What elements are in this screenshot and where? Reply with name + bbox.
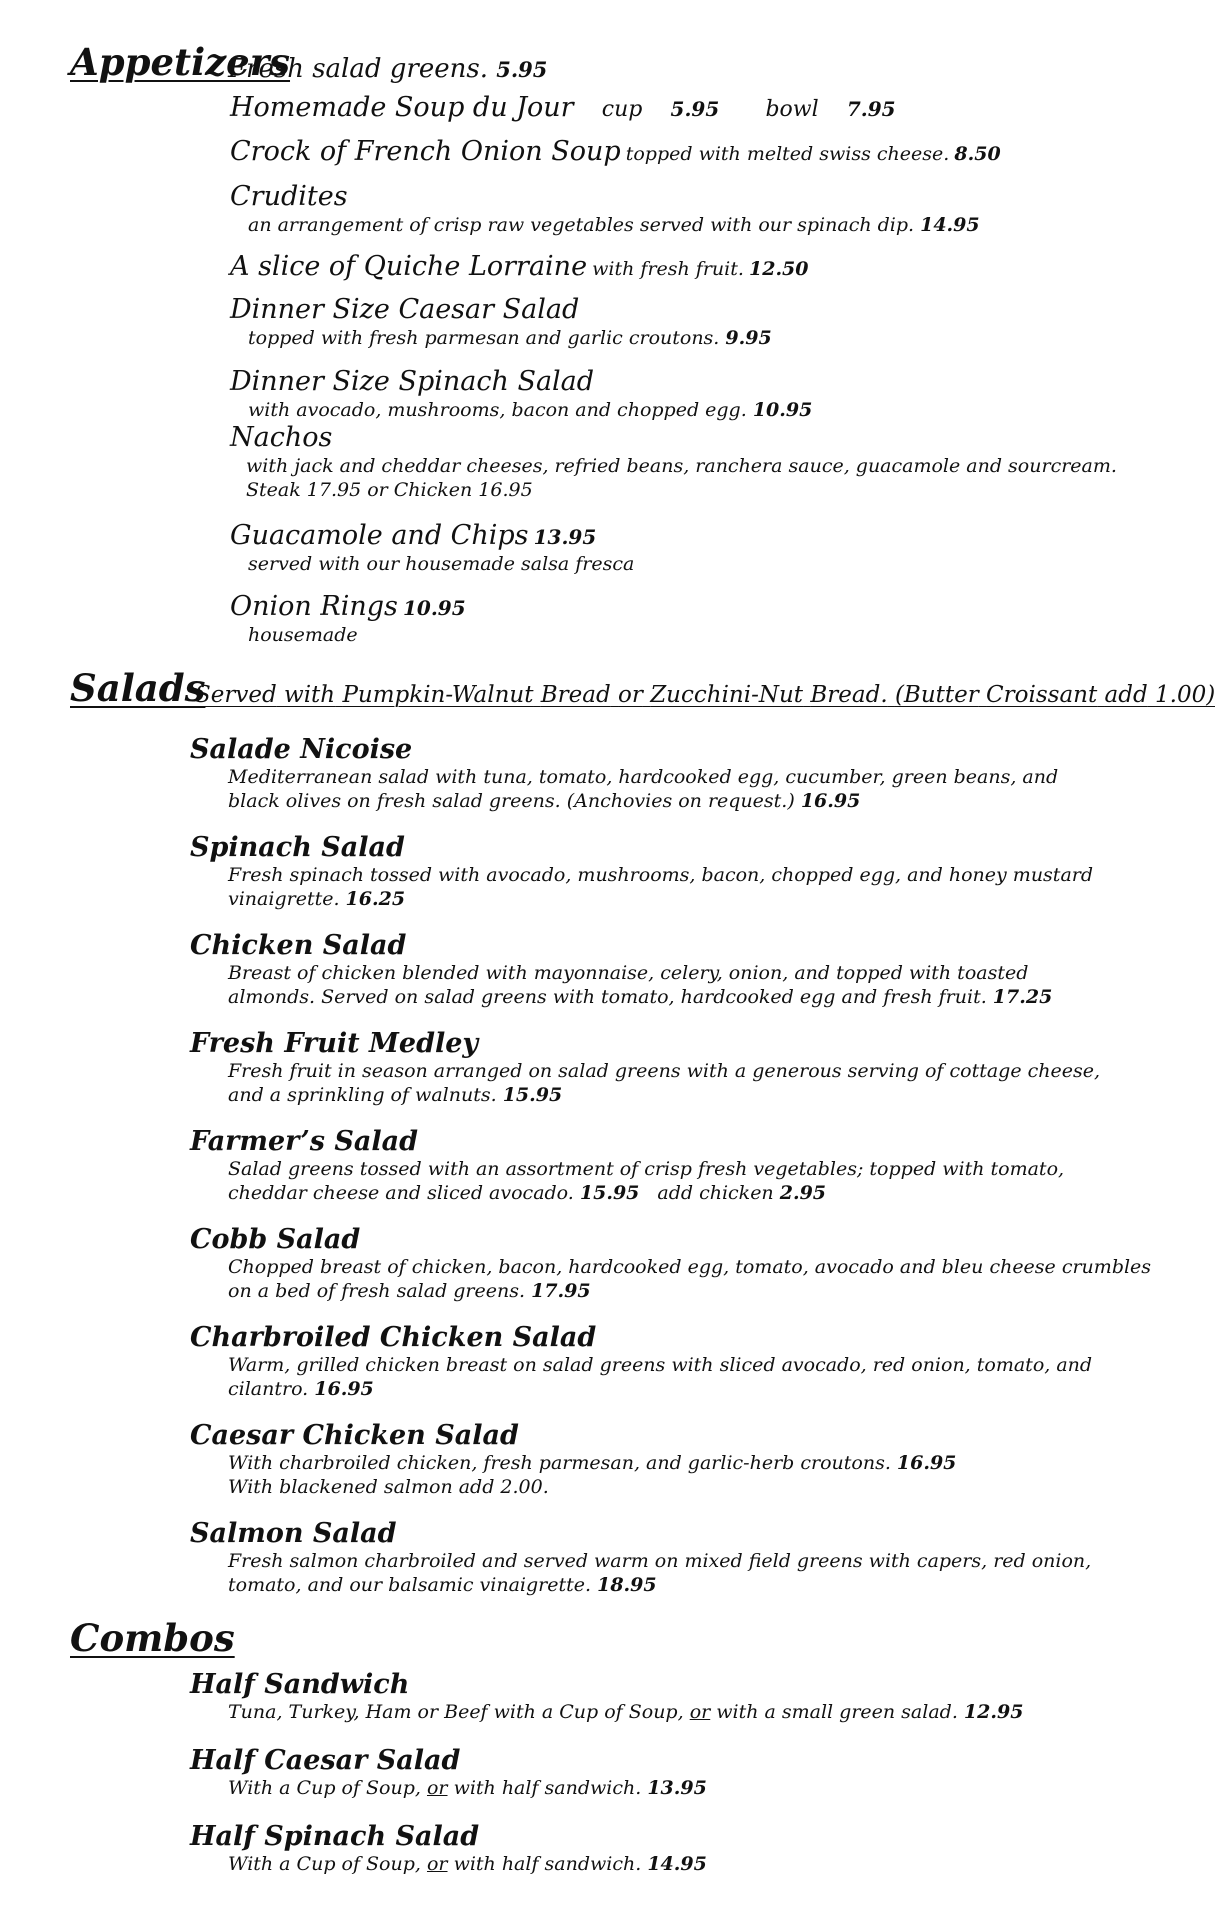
item-name: Caesar Chicken Salad: [190, 1420, 519, 1451]
item-price: 5.95: [496, 57, 548, 82]
appetizer-nachos: [230, 422, 1117, 501]
item-name: Dinner Size Caesar Salad: [230, 294, 580, 325]
salad-cobb: [190, 1225, 1151, 1303]
item-desc-line1: Breast of chicken blended with mayonnaise, celery, onion, and topped with toasted: [228, 962, 1029, 984]
combo-half-caesar: [190, 1746, 707, 1800]
item-name: Fresh Fruit Medley: [190, 1028, 479, 1059]
item-name: Half Caesar Salad: [190, 1745, 461, 1776]
salad-spinach: [190, 833, 1093, 911]
item-price: 15.95: [579, 1182, 640, 1204]
item-price: 8.50: [954, 143, 1001, 165]
appetizer-caesar: [230, 294, 772, 349]
item-desc: housemade: [248, 624, 358, 646]
item-desc-line2: black olives on fresh salad greens. (Anchovies on request.) 16.95: [228, 790, 861, 812]
item-desc: with avocado, mushrooms, bacon and chopped egg. 10.95: [248, 399, 813, 421]
salad-caesar-chicken: [190, 1421, 956, 1499]
item-desc-line2: on a bed of fresh salad greens. 17.95: [228, 1280, 591, 1302]
section-title-salads: Salads: [70, 666, 206, 710]
appetizer-soup: [230, 92, 896, 123]
appetizer-french-onion: [230, 136, 1001, 167]
item-price: 12.50: [749, 258, 809, 280]
item-name: Salade Nicoise: [190, 734, 413, 765]
item-price: 14.95: [920, 214, 980, 236]
salad-charbroiled-chicken: [190, 1323, 1092, 1401]
item-desc: with jack and cheddar cheeses, refried beans, ranchera sauce, guacamole and sourcream.: [246, 455, 1117, 477]
item-desc: an arrangement of crisp raw vegetables served with our spinach dip. 14.95: [248, 214, 980, 236]
item-price: 17.95: [531, 1280, 591, 1302]
item-desc-line1: Fresh spinach tossed with avocado, mushrooms, bacon, chopped egg, and honey mustard: [228, 864, 1094, 886]
item-price: 14.95: [647, 1853, 707, 1875]
item-price: 10.95: [752, 399, 813, 421]
salad-chicken: [190, 931, 1052, 1009]
item-desc-line1: Warm, grilled chicken breast on salad greens with sliced avocado, red onion, tomato, and: [228, 1354, 1093, 1376]
item-desc: Tuna, Turkey, Ham or Beef with a Cup of Soup, or with a small green salad. 12.95: [228, 1701, 1024, 1723]
item-price: 17.25: [992, 986, 1053, 1008]
item-desc: topped with melted swiss cheese.: [625, 143, 950, 165]
item-name: Farmer’s Salad: [190, 1126, 418, 1157]
item-name: Homemade Soup du Jour: [230, 92, 574, 123]
salad-salmon: [190, 1519, 1091, 1597]
item-name: Crudites: [230, 181, 348, 212]
item-price: 18.95: [597, 1574, 657, 1596]
salad-farmers: [190, 1127, 1064, 1205]
item-name: Crock of French Onion Soup: [230, 136, 621, 167]
salad-nicoise: [190, 735, 1058, 813]
item-name: Charbroiled Chicken Salad: [190, 1322, 597, 1353]
item-desc-line1: With charbroiled chicken, fresh parmesan, and garlic-herb croutons. 16.95: [228, 1452, 957, 1474]
item-name: Chicken Salad: [190, 930, 407, 961]
appetizer-guacamole: [230, 520, 634, 575]
item-desc-line1: Chopped breast of chicken, bacon, hardcooked egg, tomato, avocado and bleu cheese crumbles: [228, 1256, 1152, 1278]
appetizer-crudites: [230, 181, 980, 236]
appetizer-onion-rings: [230, 591, 466, 646]
item-price: 16.95: [800, 790, 861, 812]
item-desc-line1: Fresh fruit in season arranged on salad greens with a generous serving of cottage cheese,: [228, 1060, 1101, 1082]
item-price: 12.95: [963, 1701, 1024, 1723]
item-desc-line2: almonds. Served on salad greens with tomato, hardcooked egg and fresh fruit. 17.25: [228, 986, 1053, 1008]
item-desc-prices: Steak 17.95 or Chicken 16.95: [246, 479, 533, 501]
item-name: Nachos: [230, 422, 333, 453]
item-desc-line2: and a sprinkling of walnuts. 15.95: [228, 1084, 563, 1106]
item-name: Half Sandwich: [190, 1669, 410, 1700]
extra-label: add chicken: [657, 1182, 774, 1204]
item-price: 13.95: [647, 1777, 707, 1799]
bowl-label: bowl: [765, 97, 819, 122]
item-desc: With a Cup of Soup, or with half sandwich. 13.95: [228, 1777, 707, 1799]
item-desc-line1: Salad greens tossed with an assortment of crisp fresh vegetables; topped with tomato,: [228, 1158, 1065, 1180]
item-desc: with fresh fruit.: [592, 258, 744, 280]
extra-price: 2.95: [779, 1182, 827, 1204]
item-name: Onion Rings: [230, 591, 398, 622]
combo-half-sandwich: [190, 1670, 1023, 1724]
bowl-price: 7.95: [846, 97, 896, 121]
item-desc: topped with fresh parmesan and garlic croutons. 9.95: [248, 327, 772, 349]
item-price: 16.25: [345, 888, 406, 910]
item-desc: With a Cup of Soup, or with half sandwich. 14.95: [228, 1853, 707, 1875]
item-name: A slice of Quiche Lorraine: [230, 251, 588, 282]
item-desc-line2: tomato, and our balsamic vinaigrette. 18.95: [228, 1574, 657, 1596]
item-desc-line1: Fresh salmon charbroiled and served warm on mixed field greens with capers, red onion,: [228, 1550, 1092, 1572]
item-price: 13.95: [533, 525, 597, 549]
item-name: Dinner Size Spinach Salad: [230, 366, 595, 397]
item-desc: served with our housemade salsa fresca: [248, 553, 635, 575]
item-desc-line2: vinaigrette. 16.25: [228, 888, 406, 910]
cup-label: cup: [601, 97, 643, 122]
item-name: Salmon Salad: [190, 1518, 397, 1549]
section-title-appetizers: Appetizers: [70, 40, 291, 84]
salads-bread-note: Served with Pumpkin-Walnut Bread or Zucchini-Nut Bread. (Butter Croissant add 1.00): [195, 682, 1215, 708]
appetizer-quiche: [230, 251, 809, 282]
item-price: 9.95: [725, 327, 772, 349]
combo-half-spinach: [190, 1822, 707, 1876]
cup-price: 5.95: [670, 97, 720, 121]
appetizer-spinach: [230, 366, 812, 421]
item-price: 16.95: [314, 1378, 374, 1400]
item-name: Cobb Salad: [190, 1224, 361, 1255]
item-name: Fresh salad greens.: [228, 54, 488, 84]
section-title-combos: Combos: [70, 1616, 235, 1660]
item-desc-line2: cheddar cheese and sliced avocado. 15.95 add chicken 2.95: [228, 1182, 827, 1204]
item-name: Guacamole and Chips: [230, 520, 529, 551]
item-price: 16.95: [896, 1452, 957, 1474]
salad-fruit-medley: [190, 1029, 1100, 1107]
item-desc-line2: cilantro. 16.95: [228, 1378, 374, 1400]
appetizer-fresh-greens: [228, 54, 547, 84]
item-price: 10.95: [402, 596, 466, 620]
item-desc-line1: Mediterranean salad with tuna, tomato, hardcooked egg, cucumber, green beans, and: [228, 766, 1059, 788]
item-name: Spinach Salad: [190, 832, 405, 863]
item-price: 15.95: [502, 1084, 563, 1106]
item-name: Half Spinach Salad: [190, 1821, 480, 1852]
item-desc-line2: With blackened salmon add 2.00.: [228, 1476, 549, 1498]
